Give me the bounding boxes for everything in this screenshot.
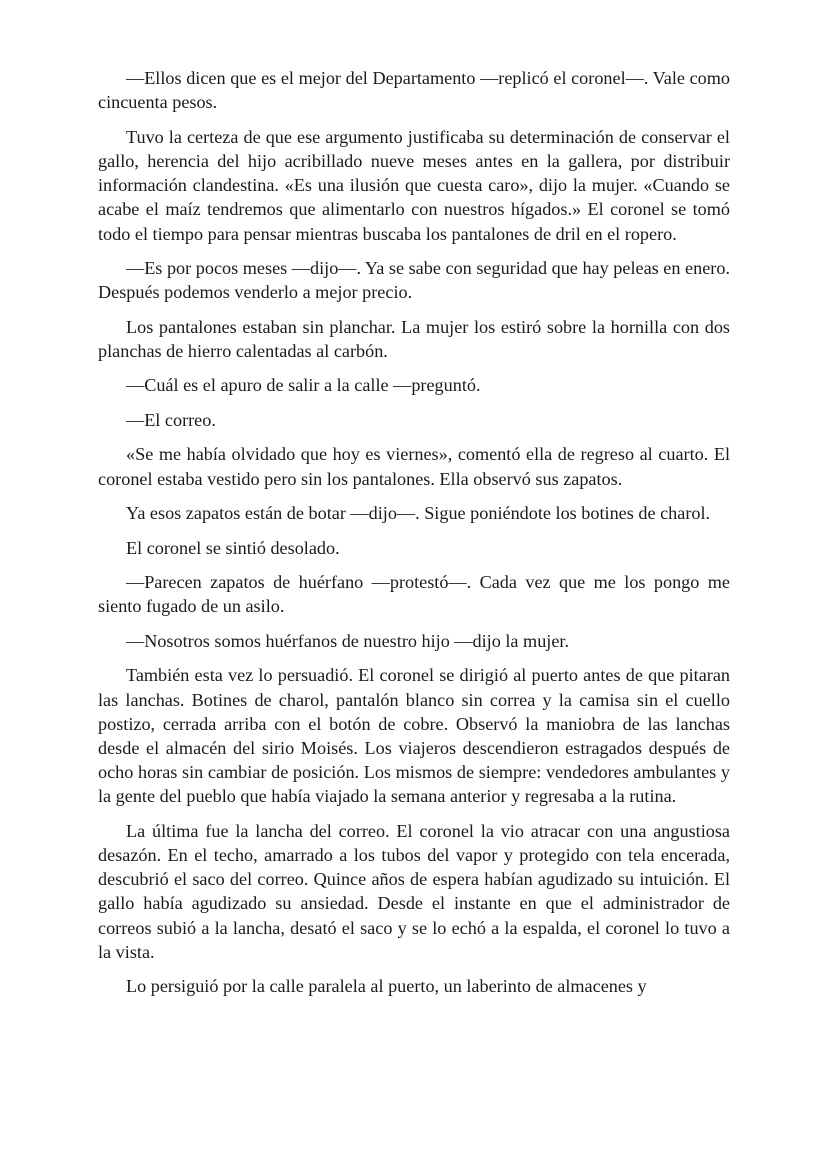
paragraph: «Se me había olvidado que hoy es viernes», comentó ella de regreso al cuarto. El coronel estaba vestido pero sin los pantalones. Ella observó sus zapatos. (98, 444, 730, 489)
paragraph: —Cuál es el apuro de salir a la calle —preguntó. (126, 375, 481, 396)
paragraph: —Nosotros somos huérfanos de nuestro hijo —dijo la mujer. (126, 630, 570, 651)
paragraph: —Parecen zapatos de huérfano —protestó—. Cada vez que me los pongo me siento fugado de un asilo. (98, 572, 730, 617)
paragraph: —Ellos dicen que es el mejor del Departamento —replicó el coronel—. Vale como cincuenta pesos. (98, 68, 730, 113)
paragraph: Tuvo la certeza de que ese argumento justificaba su determinación de conservar el gallo, herencia del hijo acribillado nueve meses antes en la gallera, por distribuir información clandestina. «Es una ilusión que cuesta caro», dijo la mujer. «Cuando se acabe el maíz tendremos que alimentarlo con nuestros hígados.» El coronel se tomó todo el tiempo para pensar mientras buscaba los pantalones de dril en el ropero. (98, 126, 730, 244)
paragraph: —El correo. (126, 409, 216, 430)
paragraph: El coronel se sintió desolado. (126, 537, 340, 558)
paragraph: Lo persiguió por la calle paralela al puerto, un laberinto de almacenes y (126, 976, 647, 997)
document-page (98, 66, 730, 1009)
paragraph: Ya esos zapatos están de botar —dijo—. Sigue poniéndote los botines de charol. (126, 503, 711, 524)
paragraph: Los pantalones estaban sin planchar. La mujer los estiró sobre la hornilla con dos planchas de hierro calentadas al carbón. (98, 316, 730, 361)
paragraph: La última fue la lancha del correo. El coronel la vio atracar con una angustiosa desazón. En el techo, amarrado a los tubos del vapor y protegido con tela encerada, descubrió el saco del correo. Quince años de espera habían agudizado su intuición. El gallo había agudizado su ansiedad. Desde el instante en que el administrador de correos subió a la lancha, desató el saco y se lo echó a la espalda, el coronel lo tuvo a la vista. (98, 820, 730, 962)
paragraph: —Es por pocos meses —dijo—. Ya se sabe con seguridad que hay peleas en enero. Después podemos venderlo a mejor precio. (98, 258, 730, 303)
paragraph: También esta vez lo persuadió. El coronel se dirigió al puerto antes de que pitaran las lanchas. Botines de charol, pantalón blanco sin correa y la camisa sin el cuello postizo, cerrada arriba con el botón de cobre. Observó la maniobra de las lanchas desde el almacén del sirio Moisés. Los viajeros descendieron estragados después de ocho horas sin cambiar de posición. Los mismos de siempre: vendedores ambulantes y la gente del pueblo que había viajado la semana anterior y regresaba a la rutina. (98, 665, 730, 807)
